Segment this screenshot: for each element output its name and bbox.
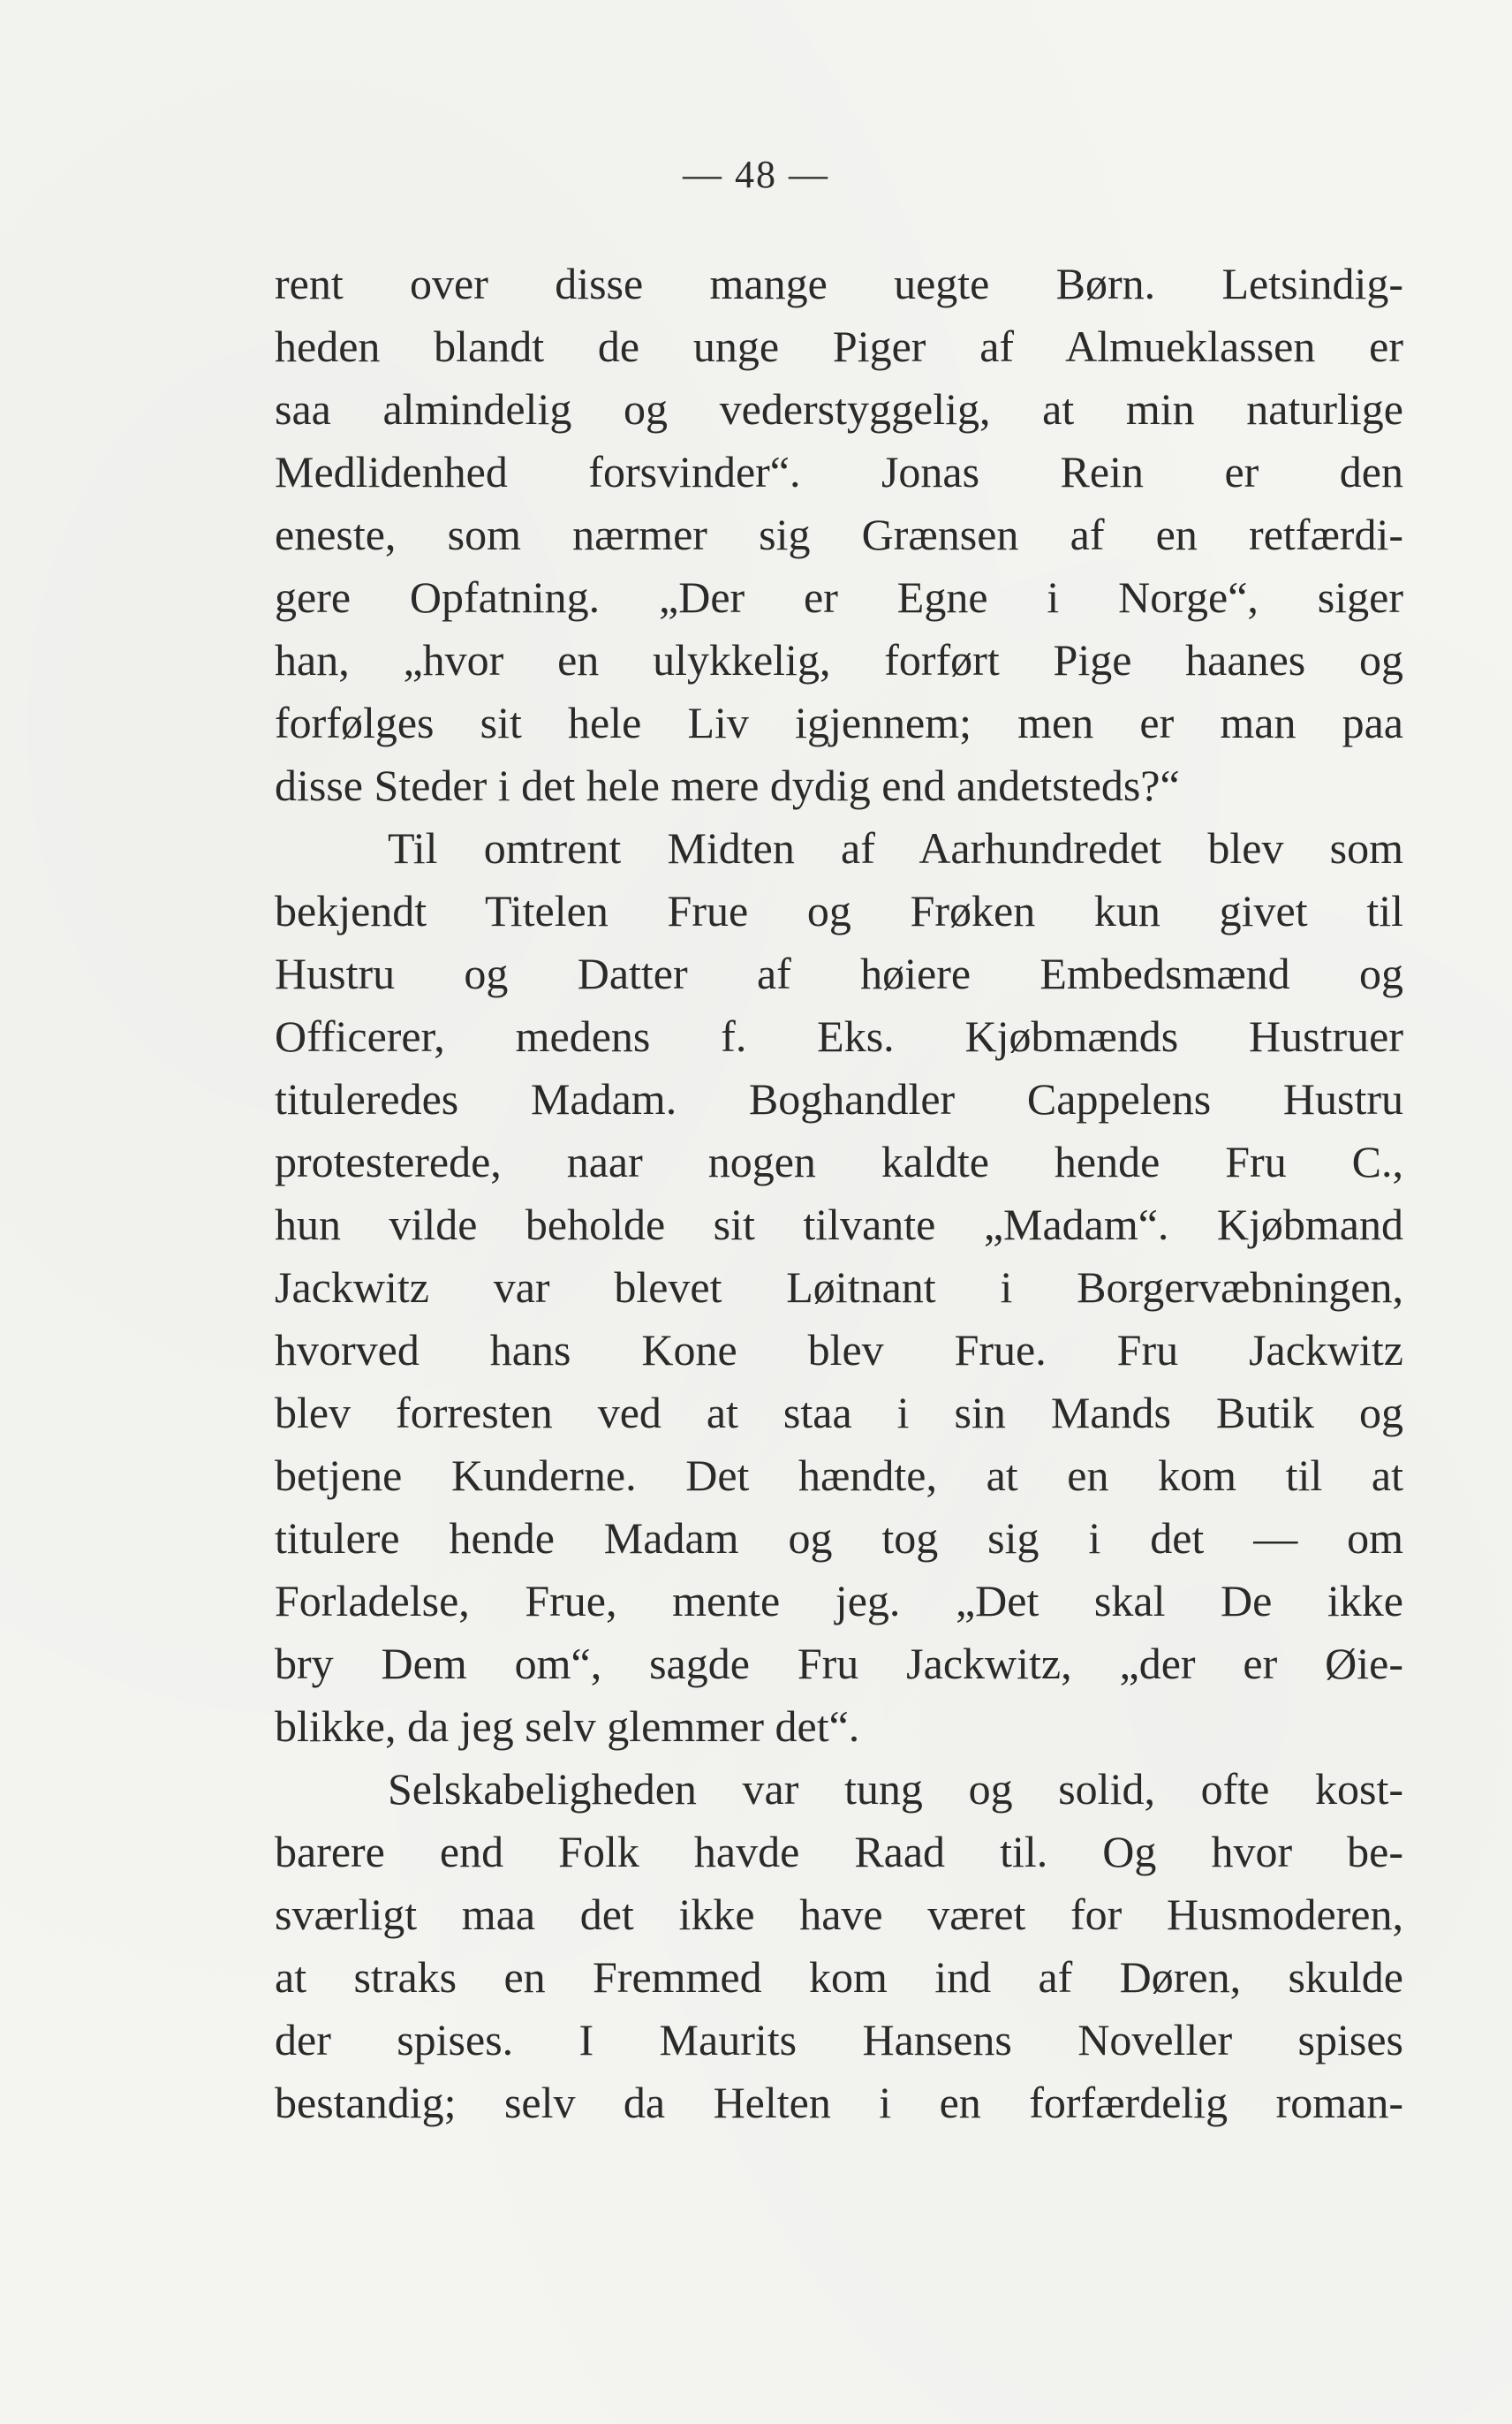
text-line: gere Opfatning. „Der er Egne i Norge“, siger	[275, 572, 1403, 622]
page-number: — 48 —	[683, 153, 829, 196]
text-line: Forladelse, Frue, mente jeg. „Det skal De ikke	[275, 1576, 1403, 1625]
text-line: bry Dem om“, sagde Fru Jackwitz, „der er Øie-	[275, 1639, 1403, 1688]
text-line: sværligt maa det ikke have været for Husmoderen,	[275, 1890, 1403, 1939]
text-line: bekjendt Titelen Frue og Frøken kun givet til	[275, 886, 1403, 936]
text-line: Jackwitz var blevet Løitnant i Borgervæbningen,	[275, 1262, 1403, 1312]
text-line: disse Steder i det hele mere dydig end andetsteds?“	[275, 761, 1180, 810]
text-line: at straks en Fremmed kom ind af Døren, skulde	[275, 1952, 1403, 2002]
text-line: betjene Kunderne. Det hændte, at en kom til at	[275, 1451, 1403, 1500]
text-line: hvorved hans Kone blev Frue. Fru Jackwitz	[275, 1325, 1403, 1375]
text-line: blikke, da jeg selv glemmer det“.	[275, 1701, 860, 1751]
text-line: han, „hvor en ulykkelig, forført Pige haanes og	[275, 635, 1403, 685]
text-line: der spises. I Maurits Hansens Noveller spises	[275, 2015, 1403, 2064]
text-line: eneste, som nærmer sig Grænsen af en retfærdi-	[275, 510, 1403, 559]
text-line: Officerer, medens f. Eks. Kjøbmænds Hustruer	[275, 1011, 1403, 1061]
text-line: bestandig; selv da Helten i en forfærdelig roman-	[275, 2078, 1403, 2127]
text-line: Selskabeligheden var tung og solid, ofte kost-	[388, 1764, 1403, 1814]
text-line: blev forresten ved at staa i sin Mands Butik og	[275, 1388, 1403, 1437]
text-line: rent over disse mange uegte Børn. Letsindig-	[275, 259, 1403, 308]
text-line: Til omtrent Midten af Aarhundredet blev som	[388, 823, 1403, 873]
text-line: heden blandt de unge Piger af Almueklassen er	[275, 322, 1403, 371]
text-line: forfølges sit hele Liv igjennem; men er man paa	[275, 698, 1403, 747]
text-line: hun vilde beholde sit tilvante „Madam“. Kjøbmand	[275, 1200, 1403, 1249]
text-line: barere end Folk havde Raad til. Og hvor be-	[275, 1827, 1403, 1876]
text-line: Hustru og Datter af høiere Embedsmænd og	[275, 949, 1403, 998]
text-line: protesterede, naar nogen kaldte hende Fru C.,	[275, 1137, 1403, 1186]
text-line: Medlidenhed forsvinder“. Jonas Rein er den	[275, 447, 1403, 496]
text-line: titulere hende Madam og tog sig i det — om	[275, 1513, 1403, 1563]
body-text	[275, 253, 1403, 2134]
text-line: saa almindelig og vederstyggelig, at min naturlige	[275, 384, 1403, 434]
text-line: tituleredes Madam. Boghandler Cappelens Hustru	[275, 1074, 1403, 1124]
